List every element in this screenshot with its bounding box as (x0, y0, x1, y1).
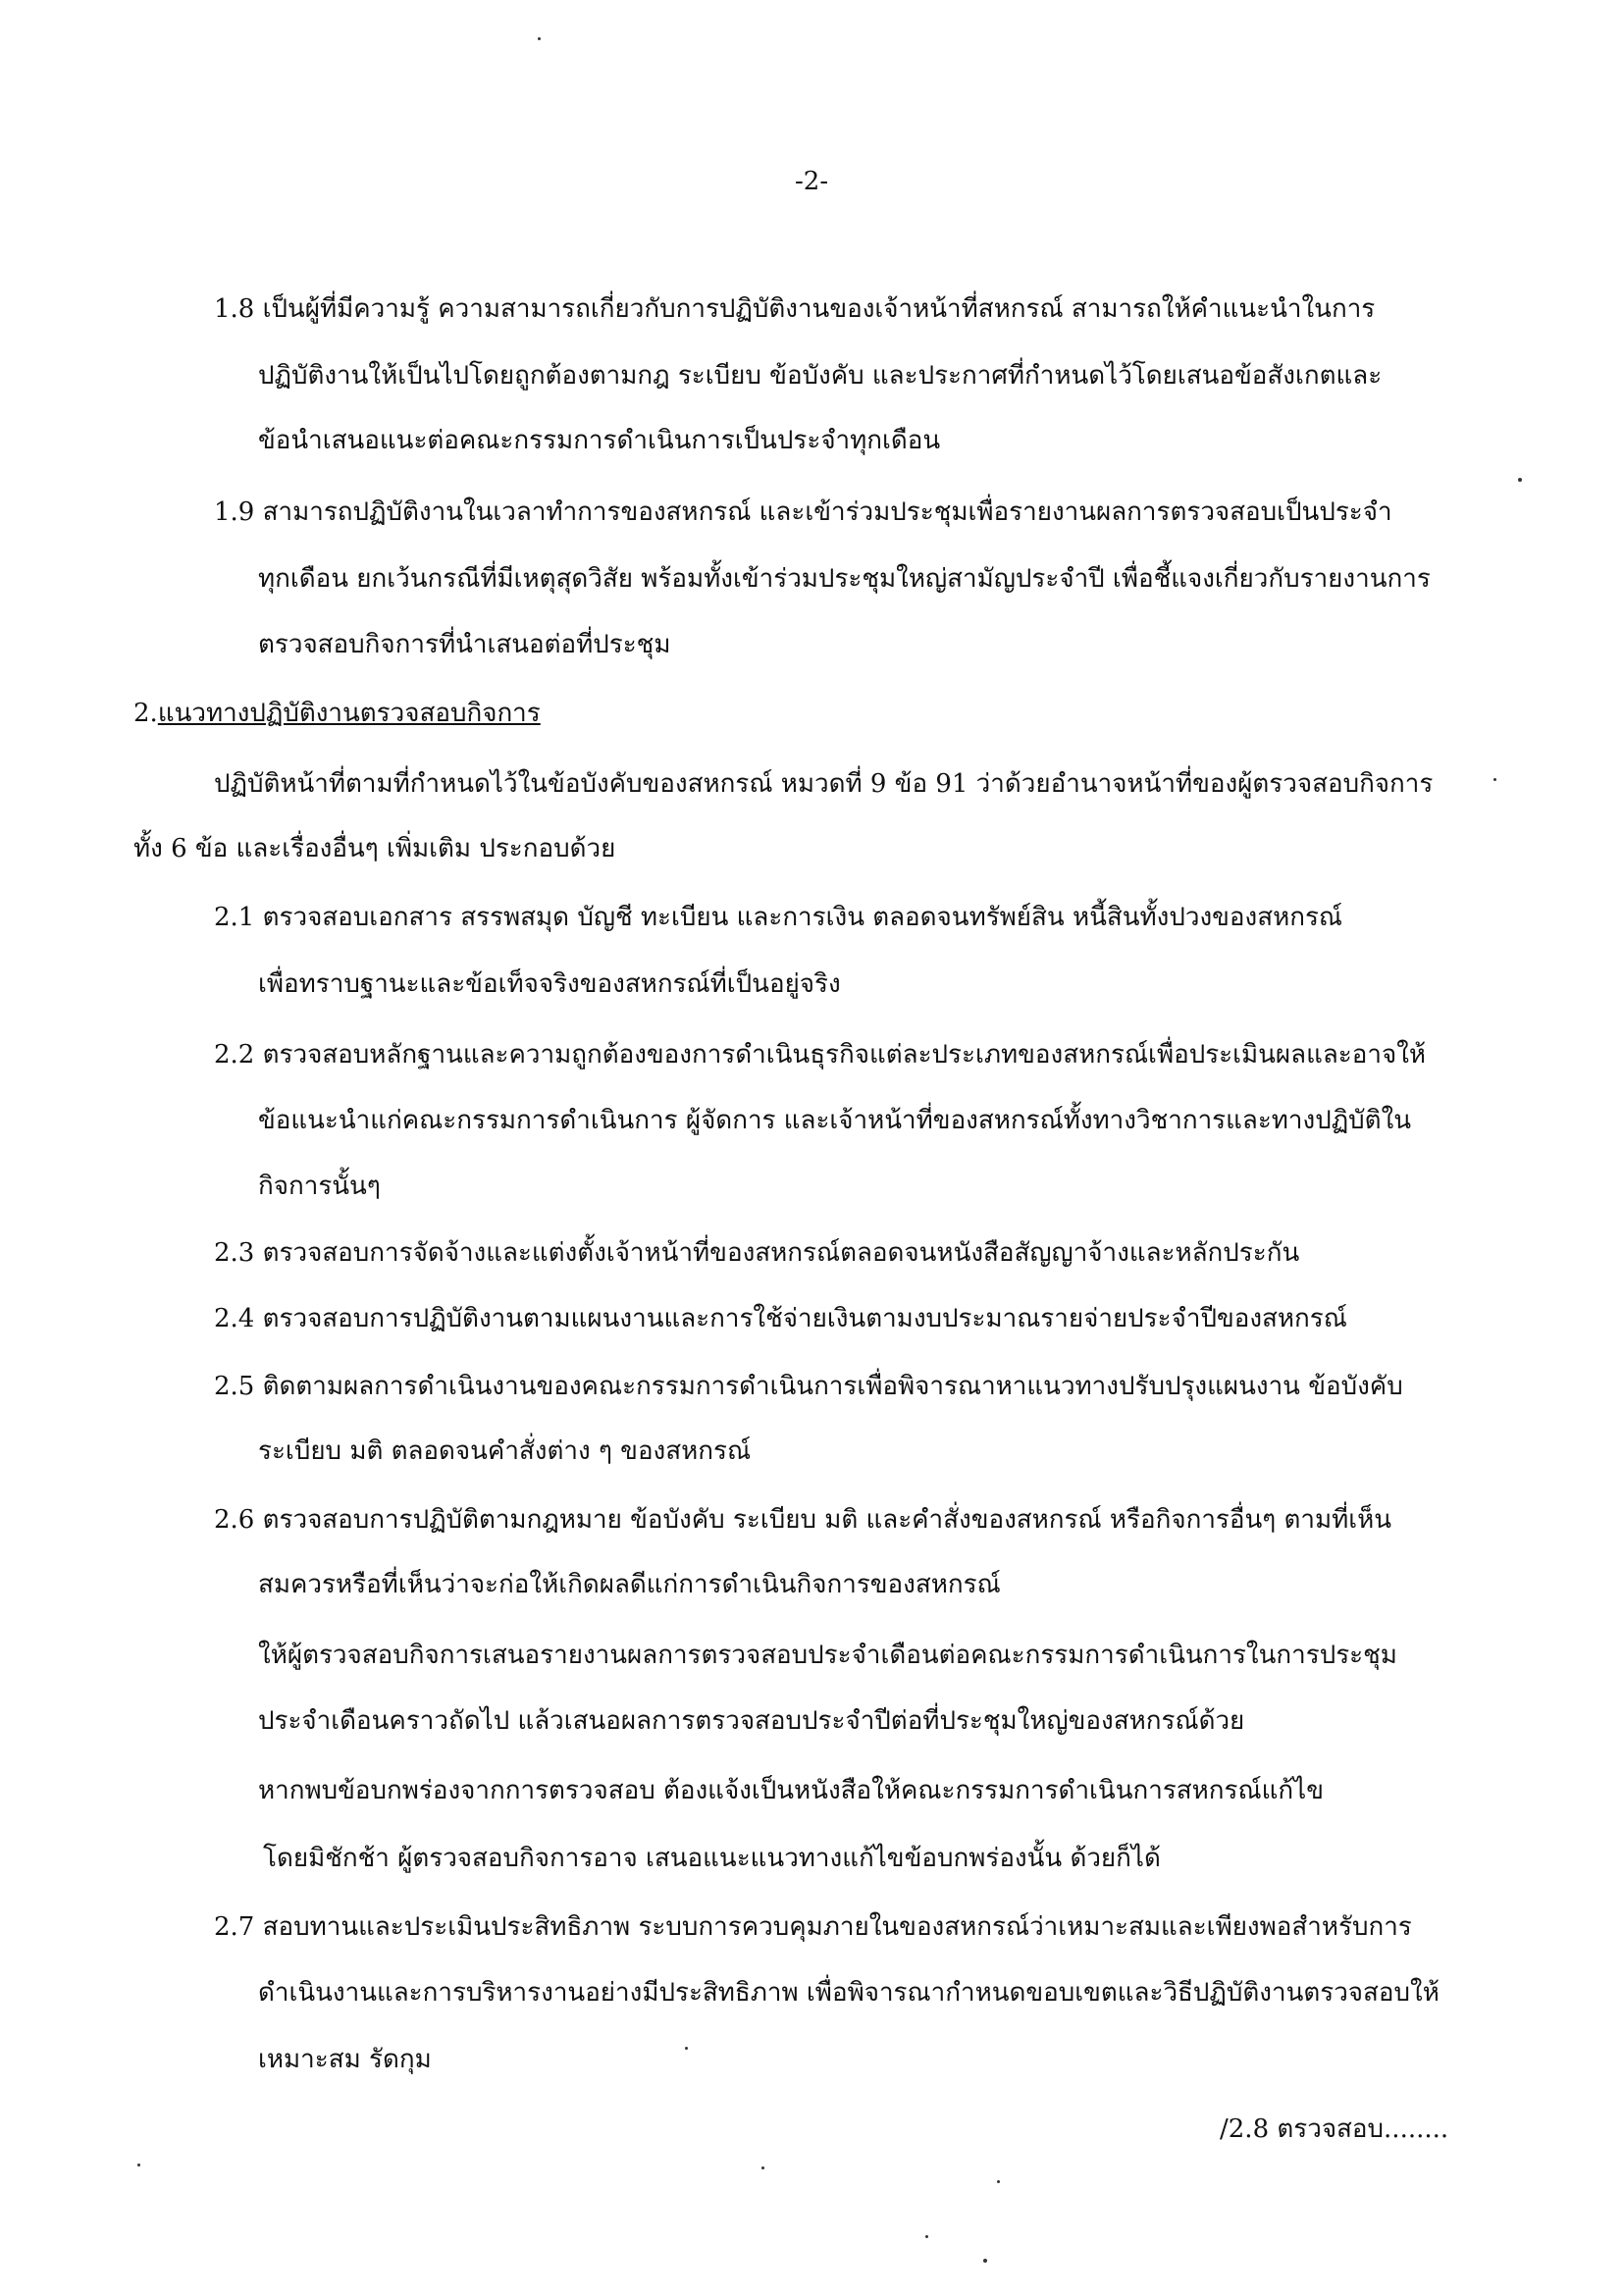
scan-speck (997, 2180, 1000, 2183)
item-1-9-line-3: ตรวจสอบกิจการที่นำเสนอต่อที่ประชุม (258, 630, 671, 659)
item-2-7-line-3: เหมาะสม รัดกุม (258, 2045, 432, 2074)
section-2-number: 2. (133, 699, 158, 728)
scan-speck (137, 2164, 140, 2166)
item-2-1-line-2: เพื่อทราบฐานะและข้อเท็จจริงของสหกรณ์ที่เป็นอยู่จริง (258, 969, 841, 999)
item-2-7-line-1: 2.7 สอบทานและประเมินประสิทธิภาพ ระบบการควบคุมภายในของสหกรณ์ว่าเหมาะสมและเพียงพอสำหรับการ (214, 1912, 1412, 1942)
item-1-9-line-1: 1.9 สามารถปฏิบัติงานในเวลาทำการของสหกรณ์ และเข้าร่วมประชุมเพื่อรายงานผลการตรวจสอบเป็นประจำ (214, 497, 1392, 527)
section-2-intro-line-2: ทั้ง 6 ข้อ และเรื่องอื่นๆ เพิ่มเติม ประกอบด้วย (133, 834, 616, 863)
scan-speck (983, 2259, 987, 2263)
item-2-4-line-1: 2.4 ตรวจสอบการปฏิบัติงานตามแผนงานและการใช้จ่ายเงินตามงบประมาณรายจ่ายประจำปีของสหกรณ์ (214, 1304, 1347, 1333)
scan-speck (761, 2166, 764, 2169)
item-1-8-line-3: ข้อนำเสนอแนะต่อคณะกรรมการดำเนินการเป็นประจำทุกเดือน (258, 426, 941, 455)
item-2-5-line-1: 2.5 ติดตามผลการดำเนินงานของคณะกรรมการดำเนินการเพื่อพิจารณาหาแนวทางปรับปรุงแผนงาน ข้อบังคับ (214, 1372, 1403, 1401)
item-2-3-line-1: 2.3 ตรวจสอบการจัดจ้างและแต่งตั้งเจ้าหน้าที่ของสหกรณ์ตลอดจนหนังสือสัญญาจ้างและหลักประกัน (214, 1238, 1300, 1268)
item-2-7-line-2: ดำเนินงานและการบริหารงานอย่างมีประสิทธิภาพ เพื่อพิจารณากำหนดขอบเขตและวิธีปฏิบัติงานตรวจสอบให้ (258, 1978, 1440, 2008)
section-2-title: แนวทางปฏิบัติงานตรวจสอบกิจการ (157, 699, 541, 728)
item-1-9-line-2: ทุกเดือน ยกเว้นกรณีที่มีเหตุสุดวิสัย พร้อมทั้งเข้าร่วมประชุมใหญ่สามัญประจำปี เพื่อชี้แจงเกี่ยวกับรายงานการ (258, 564, 1431, 594)
item-2-2-line-3: กิจการนั้นๆ (258, 1172, 381, 1201)
item-2-6-line-3: ให้ผู้ตรวจสอบกิจการเสนอรายงานผลการตรวจสอบประจำเดือนต่อคณะกรรมการดำเนินการในการประชุม (258, 1641, 1397, 1670)
continuation-note: /2.8 ตรวจสอบ........ (1220, 2114, 1449, 2144)
item-1-8-line-1: 1.8 เป็นผู้ที่มีความรู้ ความสามารถเกี่ยวกับการปฏิบัติงานของเจ้าหน้าที่สหกรณ์ สามารถให้คำแนะนำในการ (214, 294, 1376, 324)
item-2-6-line-2: สมควรหรือที่เห็นว่าจะก่อให้เกิดผลดีแก่การดำเนินกิจการของสหกรณ์ (258, 1570, 1001, 1599)
section-2-heading (133, 697, 541, 730)
item-2-6-line-1: 2.6 ตรวจสอบการปฏิบัติตามกฎหมาย ข้อบังคับ ระเบียบ มติ และคำสั่งของสหกรณ์ หรือกิจการอื่นๆ ตามที่เห็น (214, 1505, 1392, 1535)
item-1-8-line-2: ปฏิบัติงานให้เป็นไปโดยถูกต้องตามกฎ ระเบียบ ข้อบังคับ และประกาศที่กำหนดไว้โดยเสนอข้อสังเกตและ (258, 361, 1383, 391)
item-2-6-line-4: ประจำเดือนคราวถัดไป แล้วเสนอผลการตรวจสอบประจำปีต่อที่ประชุมใหญ่ของสหกรณ์ด้วย (258, 1706, 1245, 1736)
scan-speck (685, 2047, 688, 2050)
scan-speck (538, 37, 541, 40)
item-2-2-line-1: 2.2 ตรวจสอบหลักฐานและความถูกต้องของการดำเนินธุรกิจแต่ละประเภทของสหกรณ์เพื่อประเมินผลและอาจให้ (214, 1040, 1427, 1070)
item-2-1-line-1: 2.1 ตรวจสอบเอกสาร สรรพสมุด บัญชี ทะเบียน และการเงิน ตลอดจนทรัพย์สิน หนี้สินทั้งปวงของสหกรณ์ (214, 903, 1343, 932)
item-2-5-line-2: ระเบียบ มติ ตลอดจนคำสั่งต่าง ๆ ของสหกรณ์ (258, 1436, 752, 1466)
scan-speck (925, 2235, 928, 2238)
scan-speck (1493, 778, 1496, 781)
scan-speck (1518, 478, 1522, 482)
section-2-intro-line-1: ปฏิบัติหน้าที่ตามที่กำหนดไว้ในข้อบังคับของสหกรณ์ หมวดที่ 9 ข้อ 91 ว่าด้วยอำนาจหน้าที่ของผู้ตรวจสอบกิจการ (214, 769, 1434, 799)
item-2-6-line-5: หากพบข้อบกพร่องจากการตรวจสอบ ต้องแจ้งเป็นหนังสือให้คณะกรรมการดำเนินการสหกรณ์แก้ไข (258, 1776, 1324, 1805)
item-2-2-line-2: ข้อแนะนำแก่คณะกรรมการดำเนินการ ผู้จัดการ และเจ้าหน้าที่ของสหกรณ์ทั้งทางวิชาการและทางปฏิบัติใน (258, 1106, 1412, 1135)
item-2-6-line-6: โดยมิชักช้า ผู้ตรวจสอบกิจการอาจ เสนอแนะแนวทางแก้ไขข้อบกพร่องนั้น ด้วยก็ได้ (263, 1844, 1161, 1873)
page-number: -2- (795, 167, 829, 196)
